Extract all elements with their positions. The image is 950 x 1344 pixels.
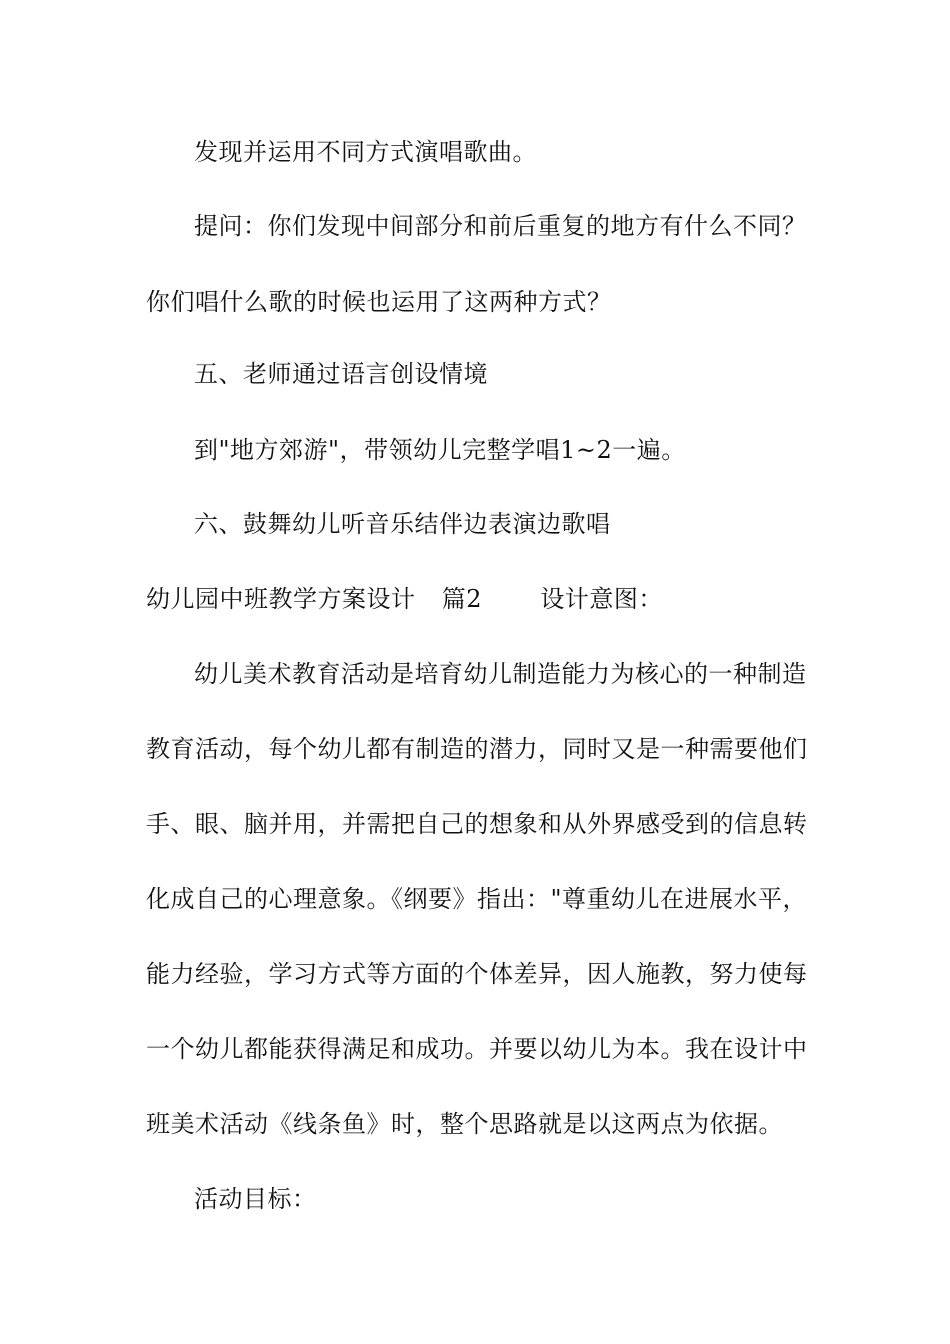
section-heading [146, 583, 816, 615]
section-heading-6: 六、鼓舞幼儿听音乐结伴边表演边歌唱 [194, 510, 611, 538]
paragraph-line: 能力经验，学习方式等方面的个体差异，因人施教，努力使每 [146, 960, 808, 988]
paragraph-line: 提问：你们发现中间部分和前后重复的地方有什么不同？ [194, 212, 807, 240]
section-number: 篇2 [441, 585, 483, 613]
paragraph-line: 发现并运用不同方式演唱歌曲。 [194, 138, 537, 166]
paragraph-line: 手、眼、脑并用，并需把自己的想象和从外界感受到的信息转 [146, 810, 808, 838]
paragraph-line: 到"地方郊游"，带领幼儿完整学唱1~2一遍。 [194, 436, 686, 464]
section-title: 幼儿园中班教学方案设计 [146, 585, 416, 613]
paragraph-line: 班美术活动《线条鱼》时，整个思路就是以这两点为依据。 [146, 1110, 783, 1138]
paragraph-line: 一个幼儿都能获得满足和成功。并要以幼儿为本。我在设计中 [146, 1035, 808, 1063]
section-subtitle: 设计意图： [540, 585, 663, 613]
activity-goals-heading: 活动目标： [194, 1185, 317, 1213]
section-heading-5: 五、老师通过语言创设情境 [194, 360, 488, 388]
paragraph-line: 教育活动，每个幼儿都有制造的潜力，同时又是一种需要他们 [146, 735, 808, 763]
paragraph-line: 你们唱什么歌的时候也运用了这两种方式？ [146, 288, 612, 316]
paragraph-line: 化成自己的心理意象。《纲要》指出："尊重幼儿在进展水平， [146, 885, 808, 913]
paragraph-line: 幼儿美术教育活动是培育幼儿制造能力为核心的一种制造 [194, 660, 807, 688]
